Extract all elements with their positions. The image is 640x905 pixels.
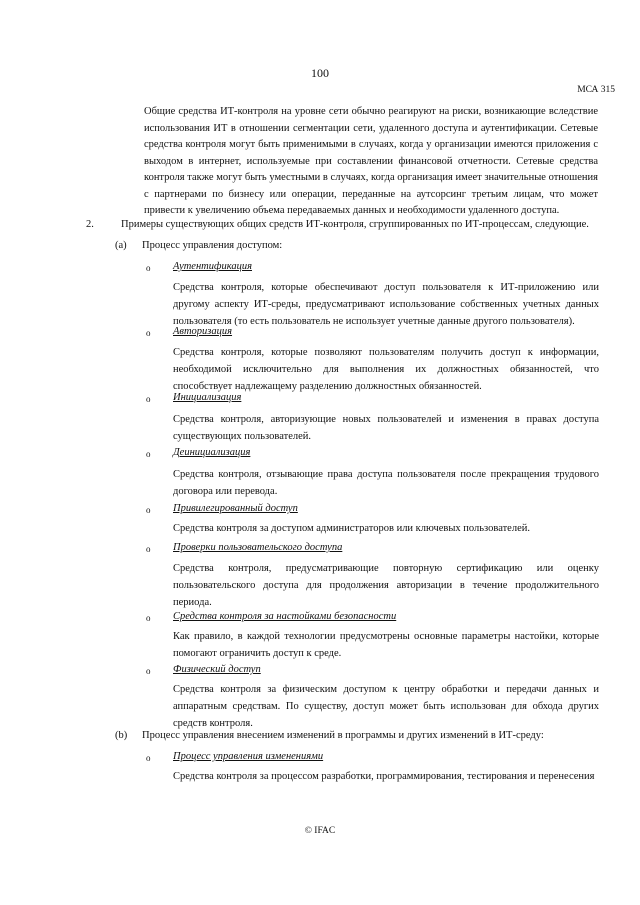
item-title: Деинициализация xyxy=(173,447,251,458)
document-code: МСА 315 xyxy=(577,85,615,95)
item-text: Как правило, в каждой технологии предусмотрены основные параметры настойки, которые помогают ограничить доступ к среде. xyxy=(173,631,599,659)
intro-paragraph: Общие средства ИТ-контроля на уровне сети обычно реагируют на риски, возникающие вследствие использования ИТ в отношении сегментации сети, удаленного доступа и аутентификации. Сетевые средства контроля могут быть применимыми в случаях, когда у организации имеются приложения с выходом в интернет, используемые при составлении финансовой отчетности. Сетевые средства контроля также могут быть уместными в случаях, когда организация имеет значительные отношения с партнерами по бизнесу или операции, переданные на аутсорсинг третьим лицам, что может привести к увеличению объема передаваемых данных и необходимости удаленного доступа. xyxy=(144,106,598,216)
bullet-icon: o xyxy=(146,394,151,404)
item-title: Процесс управления изменениями xyxy=(173,751,324,762)
bullet-icon: o xyxy=(146,544,151,554)
item-text: Средства контроля, авторизующие новых пользователей и изменения в правах доступа существующих пользователей. xyxy=(173,414,599,442)
item-title: Физический доступ xyxy=(173,664,261,675)
bullet-icon: o xyxy=(146,505,151,515)
item-title: Инициализация xyxy=(173,392,242,403)
item-title: Авторизация xyxy=(173,326,233,337)
item-text: Средства контроля, предусматривающие повторную сертификацию или оценку пользовательского доступа для продолжения авторизации в течение продолжительного периода. xyxy=(173,563,599,608)
item-text: Средства контроля, отзывающие права доступа пользователя после прекращения трудового договора или перевода. xyxy=(173,469,599,497)
item-title: Привилегированный доступ xyxy=(173,503,298,514)
section-number: 2. xyxy=(86,219,94,230)
page-number: 100 xyxy=(311,66,329,80)
item-text: Средства контроля за физическим доступом к центру обработки и передачи данных и аппаратным средствам. По существу, доступ может быть использован для обхода других средств контроля. xyxy=(173,684,599,729)
bullet-icon: o xyxy=(146,613,151,623)
bullet-icon: o xyxy=(146,328,151,338)
item-text: Средства контроля, которые обеспечивают доступ пользователя к ИТ-приложению или другому аспекту ИТ-среды, предусматривают использование собственных учетных данных пользователя (то есть пользователь не использует учетные данные другого пользователя). xyxy=(173,282,599,327)
item-text: Средства контроля, которые позволяют пользователям получить доступ к информации, необходимой исключительно для выполнения их должностных обязанностей, что способствует надлежащему разделению должностных обязанностей. xyxy=(173,347,599,392)
item-title: Средства контроля за настойками безопасности xyxy=(173,611,397,622)
item-text: Средства контроля за доступом администраторов или ключевых пользователей. xyxy=(173,523,530,534)
section-text: Примеры существующих общих средств ИТ-контроля, сгруппированных по ИТ-процессам, следующие. xyxy=(121,219,589,230)
item-title: Проверки пользовательского доступа xyxy=(173,542,343,553)
group-label: (b) xyxy=(115,730,128,741)
footer-copyright: © IFAC xyxy=(304,826,336,836)
item-title: Аутентификация xyxy=(173,261,252,272)
bullet-icon: o xyxy=(146,666,151,676)
bullet-icon: o xyxy=(146,753,151,763)
group-label: (a) xyxy=(115,240,127,251)
item-text: Средства контроля за процессом разработки, программирования, тестирования и перенесения xyxy=(173,771,595,782)
group-title: Процесс управления доступом: xyxy=(142,240,283,251)
bullet-icon: o xyxy=(146,263,151,273)
bullet-icon: o xyxy=(146,449,151,459)
group-title: Процесс управления внесением изменений в программы и других изменений в ИТ-среду: xyxy=(142,730,544,741)
